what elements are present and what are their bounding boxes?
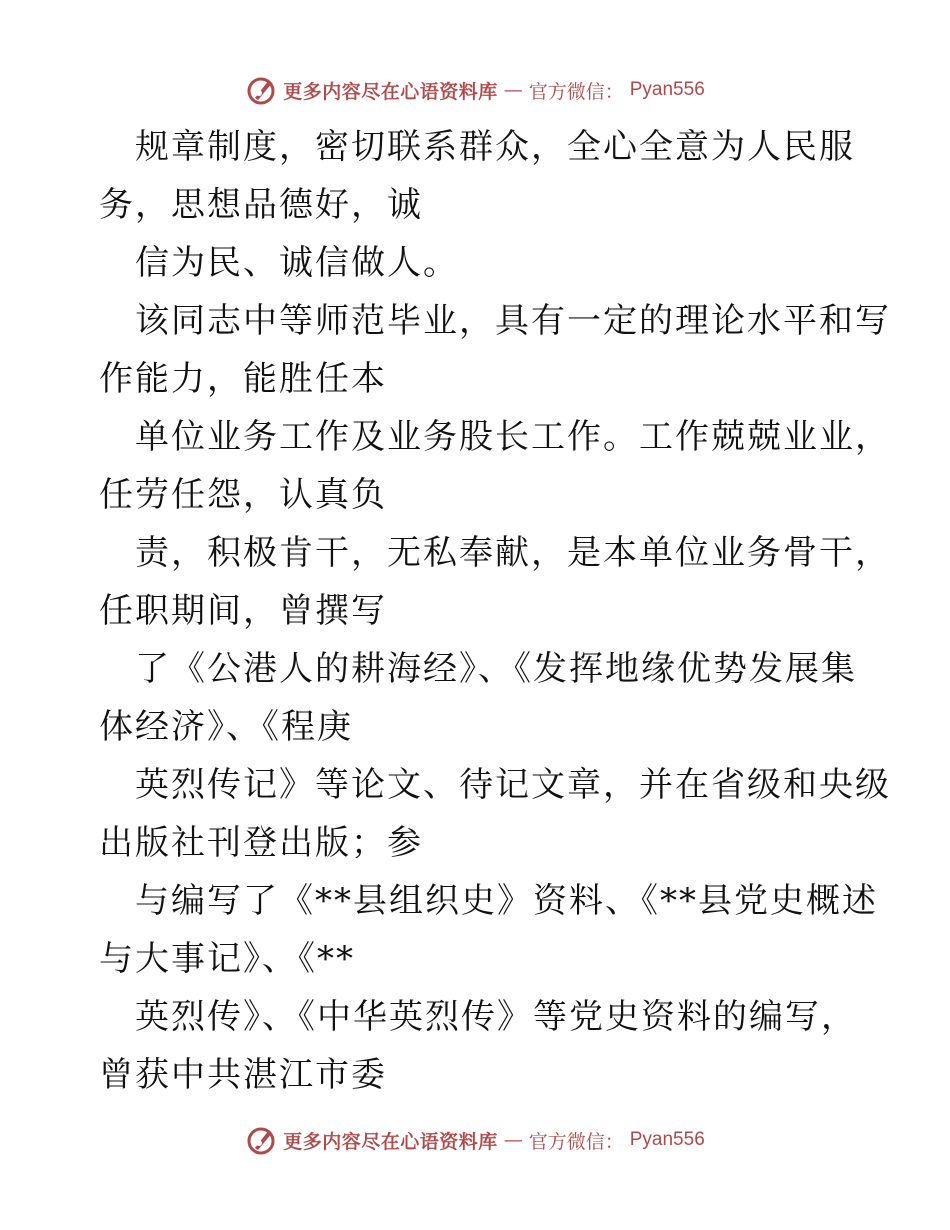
text-line: 了《公港人的耕海经》、《发挥地缘优势发展集 xyxy=(135,649,857,689)
text-line: 与大事记》、《** xyxy=(99,939,355,979)
quill-logo-icon xyxy=(245,1124,277,1156)
text-line: 责，积极肯干，无私奉献，是本单位业务骨干， xyxy=(135,533,891,573)
document-body xyxy=(99,118,891,1104)
text-line: 该同志中等师范毕业，具有一定的理论水平和写 xyxy=(135,301,891,341)
watermark-brand: 更多内容尽在心语资料库 xyxy=(283,80,498,103)
text-line: 单位业务工作及业务股长工作。工作兢兢业业， xyxy=(135,417,891,457)
text-line: 信为民、诚信做人。 xyxy=(135,243,459,283)
text-line: 英烈传记》等论文、待记文章，并在省级和央级 xyxy=(135,765,891,805)
text-line: 曾获中共湛江市委 xyxy=(99,1055,387,1095)
text-line: 务，思想品德好，诚 xyxy=(99,185,423,225)
text-line: 作能力，能胜任本 xyxy=(99,359,387,399)
watermark-label: 官方微信： xyxy=(528,1130,624,1153)
text-line: 规章制度，密切联系群众，全心全意为人民服 xyxy=(135,127,855,167)
text-line: 英烈传》、《中华英烈传》等党史资料的编写， xyxy=(135,997,857,1037)
watermark-id: Pyan556 xyxy=(629,79,705,100)
text-line: 体经济》、《程庚 xyxy=(99,707,353,747)
text-line: 任职期间，曾撰写 xyxy=(99,591,387,631)
watermark-separator: — xyxy=(503,79,523,101)
watermark-brand: 更多内容尽在心语资料库 xyxy=(283,1130,498,1153)
text-line: 出版社刊登出版；参 xyxy=(99,823,423,863)
text-line: 任劳任怨，认真负 xyxy=(99,475,387,515)
quill-logo-icon xyxy=(245,74,277,106)
footer-watermark xyxy=(0,1122,950,1158)
watermark-label: 官方微信： xyxy=(528,80,624,103)
watermark-separator: — xyxy=(503,1129,523,1151)
text-line: 与编写了《**县组织史》资料、《**县党史概述 xyxy=(135,881,878,921)
watermark-id: Pyan556 xyxy=(629,1129,705,1150)
header-watermark xyxy=(0,72,950,108)
